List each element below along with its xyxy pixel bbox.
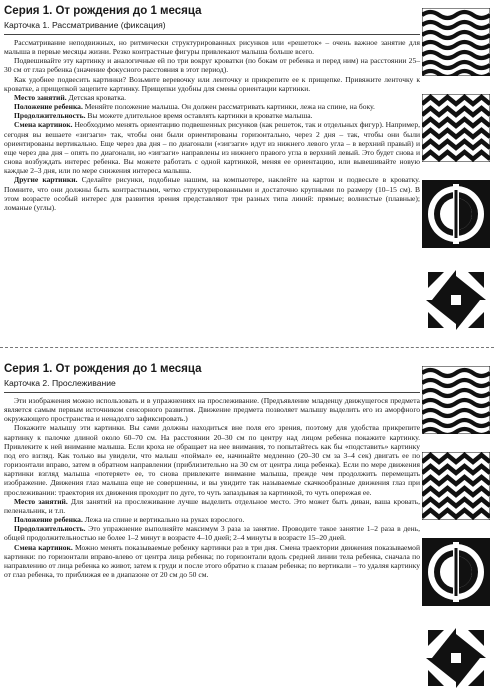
paragraph-text: Вы можете длительное время оставлять картинки в кроватке малыша. [85, 111, 313, 121]
zigzag-lines-icon [422, 452, 490, 520]
series-title: Серия 1. От рождения до 1 месяца [4, 5, 202, 17]
paragraph-text: Лежа на спине и вертикально на руках взрослого. [82, 515, 245, 525]
pinwheel-triangles-icon [422, 624, 490, 692]
card-2 [4, 362, 420, 696]
paragraph-label: Продолжительность. [14, 111, 86, 121]
paragraph-text: Это упражнение выполняйте максимум 3 раза за занятие. Проводите такое занятие 1–2 раза в день, общей продолжительностью не более 1–2 минут в возрасте 4–10 дней; 2–4 минуты в возрасте 15–20 дней. [4, 524, 420, 543]
paragraph-label: Положение ребенка. [14, 515, 83, 525]
cut-line-divider [0, 347, 494, 348]
paragraph: Эти изображения можно использовать и в упражнениях на прослеживание. (Предъявление младенцу движущегося предмета является самым первым источником сенсорного развития. Движение предмета позволяет малышу выделить его из аморфного окружающего пространства и ненадолго зафиксировать.) [4, 396, 420, 424]
wavy-lines-icon [422, 366, 490, 434]
paragraph-text: Необходимо менять ориентацию подвешенных рисунков (как решеток, так и отдельных фигур). Например, сегодня вы вешаете «зигзаги» так, чтобы они были ориентированы горизонтально, через 2 дня – так, чтобы они были ориентированы вертикально. Еще через два дня – по диагонали («зигзаги» идут из нижнего левого угла – в верхний правый) и еще через два дня – опять по диагонали, но «зигзаги» направлены из нижнего правого угла в верхний левый. Это будет снова и снова возбуждать интерес ребенка. Вы можете работать с одной картинкой, меняя ее ориентацию, или вывешивайте новую каждые 2–3 дня, или по мере снижения интереса малыша. [4, 120, 420, 176]
circle-target-icon [422, 180, 490, 248]
circle-target-icon [422, 538, 490, 606]
wavy-lines-icon [422, 8, 490, 76]
zigzag-lines-icon [422, 94, 490, 162]
paragraph-text: Детская кроватка. [66, 92, 127, 102]
paragraph-text: Меняйте положение малыша. Он должен рассматривать картинки, лежа на спине, на боку. [82, 102, 375, 112]
card-1 [4, 4, 420, 340]
paragraph-text: Сделайте рисунки, подобные нашим, на компьютере, наклейте на картон и подвесьте в кроватку. Помните, что они должны быть контрастными, четко структурированными и достаточно крупными по размеру (10–15 см). В этом возрасте особый интерес для развития зрения представляют три разных типа линий: прямые; волнистые (плавные); ломаные (углы). [4, 175, 420, 212]
pinwheel-triangles-icon [422, 266, 490, 334]
card-title: Карточка 2. Прослеживание [4, 378, 116, 388]
paragraph-label: Положение ребенка. [14, 102, 83, 112]
paragraph [4, 515, 420, 524]
paragraph [4, 111, 420, 120]
paragraph: Как удобнее подвесить картинки? Возьмите веревочку или ленточку и прикрепите ее к прищепке. Привяжите ленточку к кроватке, а прищепкой зацепите картинку. Прищепки удобны для смены ориентации картинки. [4, 74, 420, 93]
paragraph [4, 120, 420, 175]
paragraph-label: Смена картинок. [14, 542, 73, 552]
paragraph-label: Место занятий. [14, 496, 68, 506]
paragraph-label: Другие картинки. [14, 175, 78, 185]
paragraph [4, 175, 420, 212]
paragraph [4, 497, 420, 515]
paragraph-label: Продолжительность. [14, 524, 86, 534]
paragraph-text: Можно менять показываемые ребенку картинки раз в три дня. Смена траектории движения показываемой картинки: по горизонтали вправо-влево от центра лица ребенка; по горизонтали вдоль средней линии тела ребенка, сначала по направлению от лица ребенка ко живот, затем к груди и после этого обратно к глазам ребенка; по вертикали – то удаляя картинку от глаз ребенка, то приближая ее в диапазоне от 20 см до 50 см. [4, 542, 420, 579]
paragraph: Покажите малышу эти картинки. Вы сами должны находиться вне поля его зрения, поэтому для удобства прикрепите картинку к палочке длиной около 60–70 см. На расстоянии 20–30 см по центру над лицом ребенка покажите картинку. Привлеките к ней внимание малыша. Если кроха не обращает на нее внимания, то попытайтесь как бы «подставить» картинку под его взгляд. Как только вы увидели, что малыш «поймал» ее, начинайте медленно (20–30 см за 3–4 сек) двигать ее по горизонтали вправо, затем в обратном направлении (приблизительно на 30 см от центра лица ребенка). Если по мере движения картинки взгляд малыша «потеряет» ее, то снова привлеките внимание малыша, прежде чем продолжить перемещать изображение. Движения глаз малыша еще не совершенны, и вы увидите так называемые скачкообразные движения глаз при прослеживании: траектория их движения проходит по дуге, то чуть запаздывая за картинкой, то чуть опережая ее. [4, 423, 420, 497]
paragraph [4, 524, 420, 542]
paragraph-text: Для занятий на прослеживание лучше выделить отдельное место. Это может быть диван, ваша кровать, пеленальник, и т.п. [4, 496, 420, 515]
paragraph [4, 93, 420, 102]
card-title: Карточка 1. Рассматривание (фиксация) [4, 20, 166, 30]
paragraph [4, 543, 420, 580]
paragraph-label: Место занятий. [14, 92, 67, 102]
paragraph: Рассматривание неподвижных, но ритмически структурированных рисунков или «решеток» – очень важное занятие для малыша в первые месяцы жизни. Резко контрастные фигуры привлекают малыша больше всего. [4, 38, 420, 57]
divider [4, 392, 420, 393]
paragraph: Подвешивайте эту картинку и аналогичные ей по три вокруг кроватки (по бокам от ребенка и перед ним) на расстоянии 25–30 см от глаз ребенка (значение фокусного расстояния в этот период). [4, 56, 420, 75]
series-title: Серия 1. От рождения до 1 месяца [4, 363, 202, 375]
paragraph [4, 102, 420, 111]
divider [4, 34, 420, 35]
paragraph-label: Смена картинок. [14, 120, 73, 130]
